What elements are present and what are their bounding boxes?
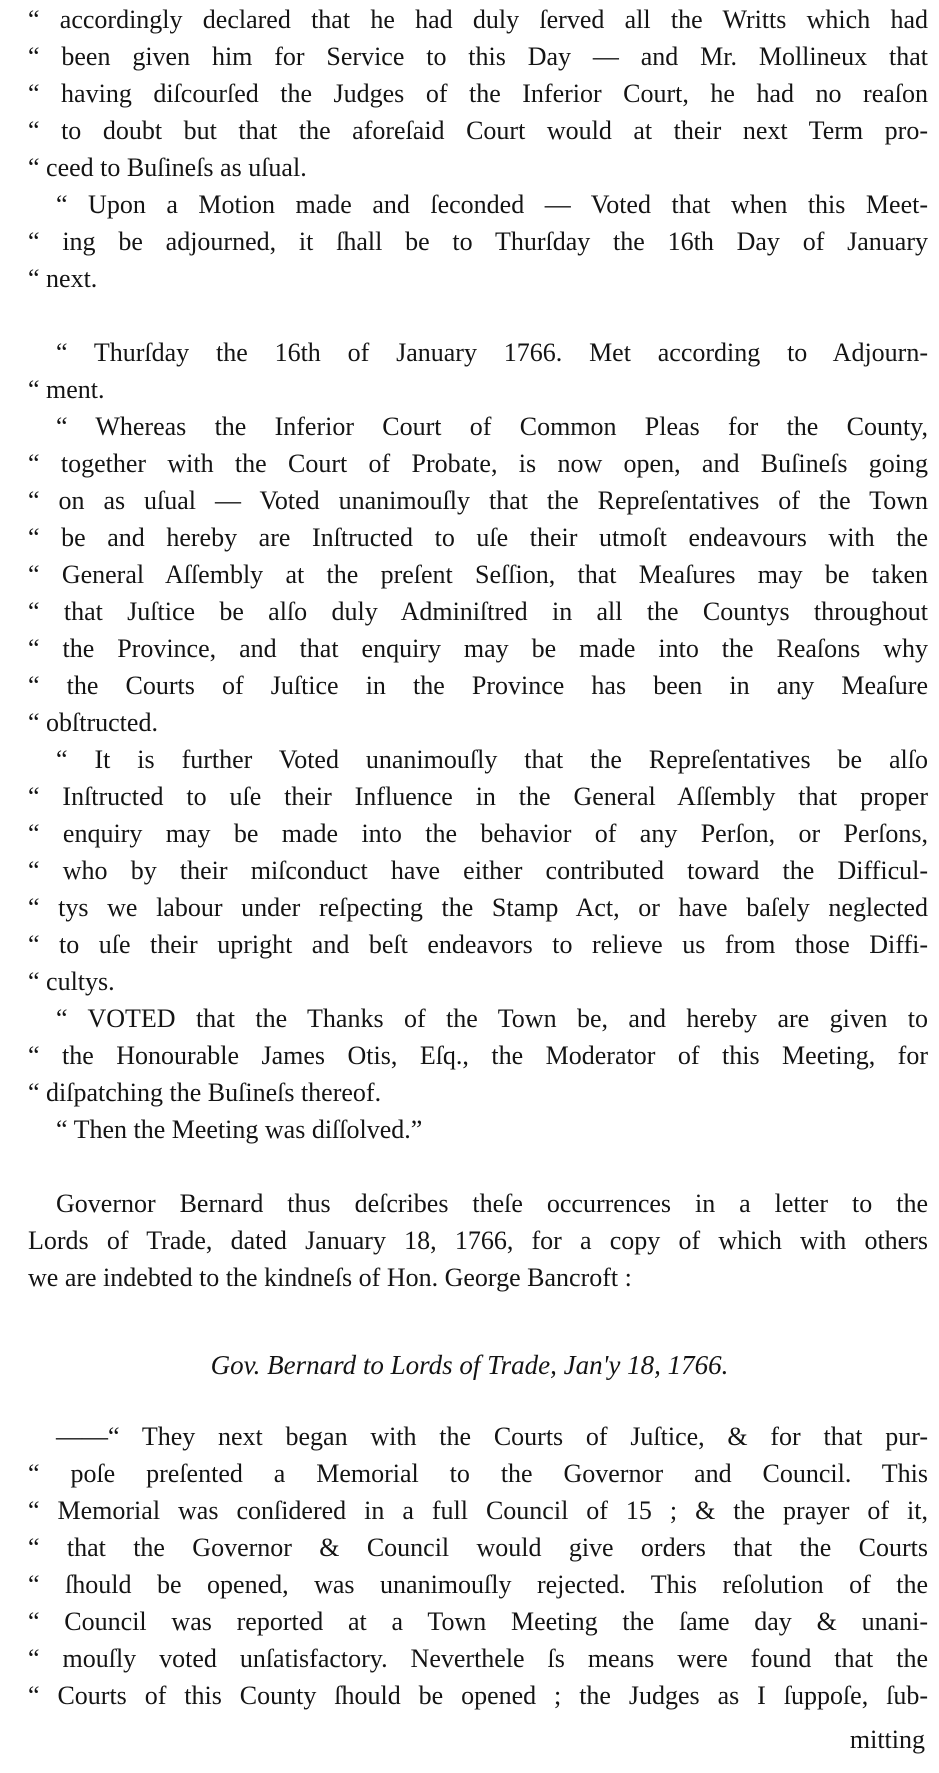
text-line: “ Memorial was conſidered in a full Council of 15 ; & the prayer of it,	[28, 1496, 928, 1525]
text-line: “ who by their miſconduct have either contributed toward the Difficul-	[28, 856, 928, 885]
text-line: “ the Courts of Juſtice in the Province has been in any Meaſure	[28, 671, 928, 700]
text-line: “ poſe preſented a Memorial to the Governor and Council. This	[28, 1459, 928, 1488]
text-line: “ General Aſſembly at the preſent Seſſion, that Meaſures may be taken	[28, 560, 928, 589]
text-line: “ VOTED that the Thanks of the Town be, and hereby are given to	[56, 1004, 928, 1033]
text-line: “ having diſcourſed the Judges of the Inferior Court, he had no reaſon	[28, 79, 928, 108]
text-line: “ Courts of this County ſhould be opened ; the Judges as I ſuppoſe, ſub-	[28, 1681, 928, 1710]
text-line: “ ment.	[28, 375, 105, 404]
text-line: “ next.	[28, 264, 98, 293]
text-line: “ enquiry may be made into the behavior of any Perſon, or Perſons,	[28, 819, 928, 848]
text-line: “ Council was reported at a Town Meeting the ſame day & unani-	[28, 1607, 928, 1636]
text-line: “ tys we labour under reſpecting the Stamp Act, or have baſely neglected	[28, 893, 928, 922]
text-line: “ be and hereby are Inſtructed to uſe their utmoſt endeavours with the	[28, 523, 928, 552]
text-line: “ obſtructed.	[28, 708, 158, 737]
text-line: “ been given him for Service to this Day — and Mr. Mollineux that	[28, 42, 928, 71]
text-line: “ Whereas the Inferior Court of Common Pleas for the County,	[56, 412, 928, 441]
text-line: ——“ They next began with the Courts of Juſtice, & for that pur-	[56, 1422, 928, 1451]
text-line: “ ing be adjourned, it ſhall be to Thurſday the 16th Day of January	[28, 227, 928, 256]
catchword: mitting	[849, 1725, 925, 1754]
text-line: “ to doubt but that the aforeſaid Court would at their next Term pro-	[28, 116, 928, 145]
text-line: “ on as uſual — Voted unanimouſly that the Repreſentatives of the Town	[28, 486, 928, 515]
text-line: “ that Juſtice be alſo duly Adminiſtred in all the Countys throughout	[28, 597, 928, 626]
text-line: “ ſhould be opened, was unanimouſly rejected. This reſolution of the	[28, 1570, 928, 1599]
text-line: “ ceed to Buſineſs as uſual.	[28, 153, 307, 182]
text-line: “ mouſly voted unſatisfactory. Neverthele ſs means were found that the	[28, 1644, 928, 1673]
text-line: “ the Province, and that enquiry may be made into the Reaſons why	[28, 634, 928, 663]
text-line: Governor Bernard thus deſcribes theſe occurrences in a letter to the	[56, 1189, 928, 1218]
text-line: “ Upon a Motion made and ſeconded — Voted that when this Meet-	[56, 190, 928, 219]
text-line: “ Thurſday the 16th of January 1766. Met according to Adjourn-	[56, 338, 928, 367]
text-line: “ Inſtructed to uſe their Influence in the General Aſſembly that proper	[28, 782, 928, 811]
text-line: “ together with the Court of Probate, is now open, and Buſineſs going	[28, 449, 928, 478]
letter-heading: Gov. Bernard to Lords of Trade, Jan'y 18, 1766.	[210, 1350, 729, 1380]
text-line: “ cultys.	[28, 967, 115, 996]
text-line: “ that the Governor & Council would give orders that the Courts	[28, 1533, 928, 1562]
text-line: we are indebted to the kindneſs of Hon. George Bancroft :	[28, 1263, 632, 1292]
text-line: “ to uſe their upright and beſt endeavors to relieve us from those Diffi-	[28, 930, 928, 959]
text-line: “ the Honourable James Otis, Eſq., the Moderator of this Meeting, for	[28, 1041, 928, 1070]
text-line: “ It is further Voted unanimouſly that the Repreſentatives be alſo	[56, 745, 928, 774]
text-line: Lords of Trade, dated January 18, 1766, for a copy of which with others	[28, 1226, 928, 1255]
text-line: “ accordingly declared that he had duly ſerved all the Writts which had	[28, 5, 928, 34]
text-line: “ diſpatching the Buſineſs thereof.	[28, 1078, 382, 1107]
text-line: “ Then the Meeting was diſſolved.”	[56, 1115, 423, 1144]
